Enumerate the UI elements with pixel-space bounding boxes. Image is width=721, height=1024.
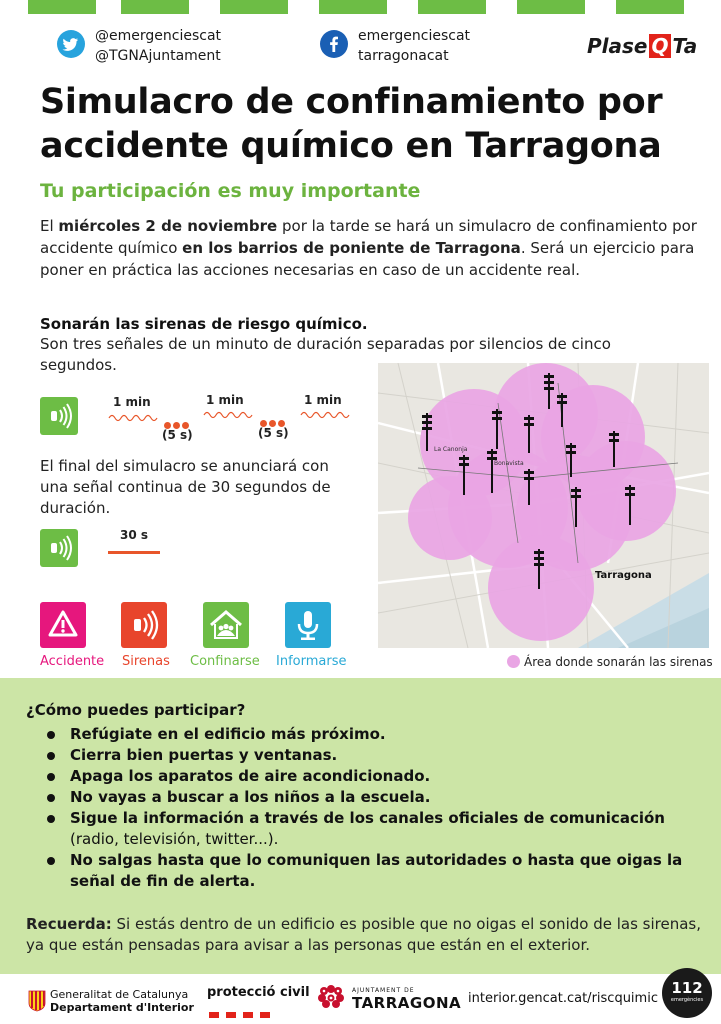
signal-2-label: 1 min [206,393,244,407]
twitter-icon [57,30,85,58]
signal-2-wave [203,410,253,420]
subtitle: Tu participación es muy importante [40,180,421,202]
facebook-page-1[interactable]: emergenciescat [358,28,471,44]
list-item: Cierra bien puertas y ventanas. [44,745,694,766]
ajuntament-label: AJUNTAMENT DE [352,987,415,994]
tip-note: (radio, televisión, twitter...). [70,830,279,848]
sirens-description: Son tres señales de un minuto de duración separadas por silencios de cinco segundos. [40,335,611,374]
proteccio-civil-stripes [209,1003,277,1022]
signal-1-label: 1 min [113,395,151,409]
top-decoration-bars [0,0,721,14]
proteccio-civil-logo: protecció civil [207,985,310,1000]
list-item: No salgas hasta que lo comuniquen las autoridades o hasta que oigas la señal de fin de alerta. [44,850,694,892]
final-signal-icon [40,529,78,567]
page-title: Simulacro de confinamiento por accidente químico en Tarragona [40,82,663,166]
map-graphic [378,363,709,648]
list-item: Refúgiate en el edificio más próximo. [44,724,694,745]
siren-area-map [378,363,709,648]
plaseqta-logo: Plase Q Ta [587,34,698,58]
tarragona-emblem-icon [316,984,346,1010]
list-item: Apaga los aparatos de aire acondicionado. [44,766,694,787]
map-district-canonja: La Canonja [434,446,468,453]
signal-3-label: 1 min [304,393,342,407]
microphone-icon [285,602,331,648]
generalitat-logo-text: Generalitat de Catalunya Departament d'Interior [50,988,194,1014]
final-signal-description: El final del simulacro se anunciará con una señal continua de 30 segundos de duración. [40,457,331,517]
category-label-accidente: Accidente [40,654,105,669]
signal-3-wave [300,410,350,420]
map-legend: Área donde sonarán las sirenas [507,655,713,669]
facebook-icon [320,30,348,58]
list-item: No vayas a buscar a los niños a la escuela. [44,787,694,808]
emergency-112-badge: 112 emergències [662,968,712,1018]
facebook-page-2[interactable]: tarragonacat [358,48,449,64]
signal-1-wave [108,413,158,423]
twitter-handle-2[interactable]: @TGNAjuntament [95,48,221,64]
intro-paragraph: El miércoles 2 de noviembre por la tarde se hará un simulacro de confinamiento por accidente químico en los barrios de poniente de Tarragona. Será un ejercicio para poner en práctica las acciones necesarias en caso de un accidente real. [40,217,697,279]
generalitat-emblem-icon [28,990,46,1012]
map-district-bonavista: Bonavista [494,460,524,467]
tips-list [44,724,694,892]
final-signal-line [108,551,160,554]
home-people-icon [203,602,249,648]
siren-signal-icon [40,397,78,435]
twitter-handle-1[interactable]: @emergenciescat [95,28,222,44]
silence-1-label: (5 s) [162,428,193,442]
sirens-heading: Sonarán las sirenas de riesgo químico. [40,315,368,333]
category-label-informarse: Informarse [276,654,347,669]
silence-2-label: (5 s) [258,426,289,440]
tarragona-logo-text: TARRAGONA [352,994,462,1012]
category-label-confinarse: Confinarse [190,654,260,669]
siren-icon [121,602,167,648]
participation-heading: ¿Cómo puedes participar? [26,701,246,719]
list-item: Sigue la información a través de los canales oficiales de comunicación (radio, televisión, twitter...). [44,808,694,850]
map-city-label: Tarragona [595,570,652,581]
warning-icon [40,602,86,648]
category-label-sirenas: Sirenas [122,654,170,669]
remember-note: Recuerda: Si estás dentro de un edificio es posible que no oigas el sonido de las sirenas, ya que están pensadas para avisar a las personas que están en el exterior. [26,915,701,954]
final-signal-label: 30 s [120,528,149,542]
info-url-link[interactable]: interior.gencat.cat/riscquimic [468,991,658,1006]
legend-pink-dot [507,655,520,668]
